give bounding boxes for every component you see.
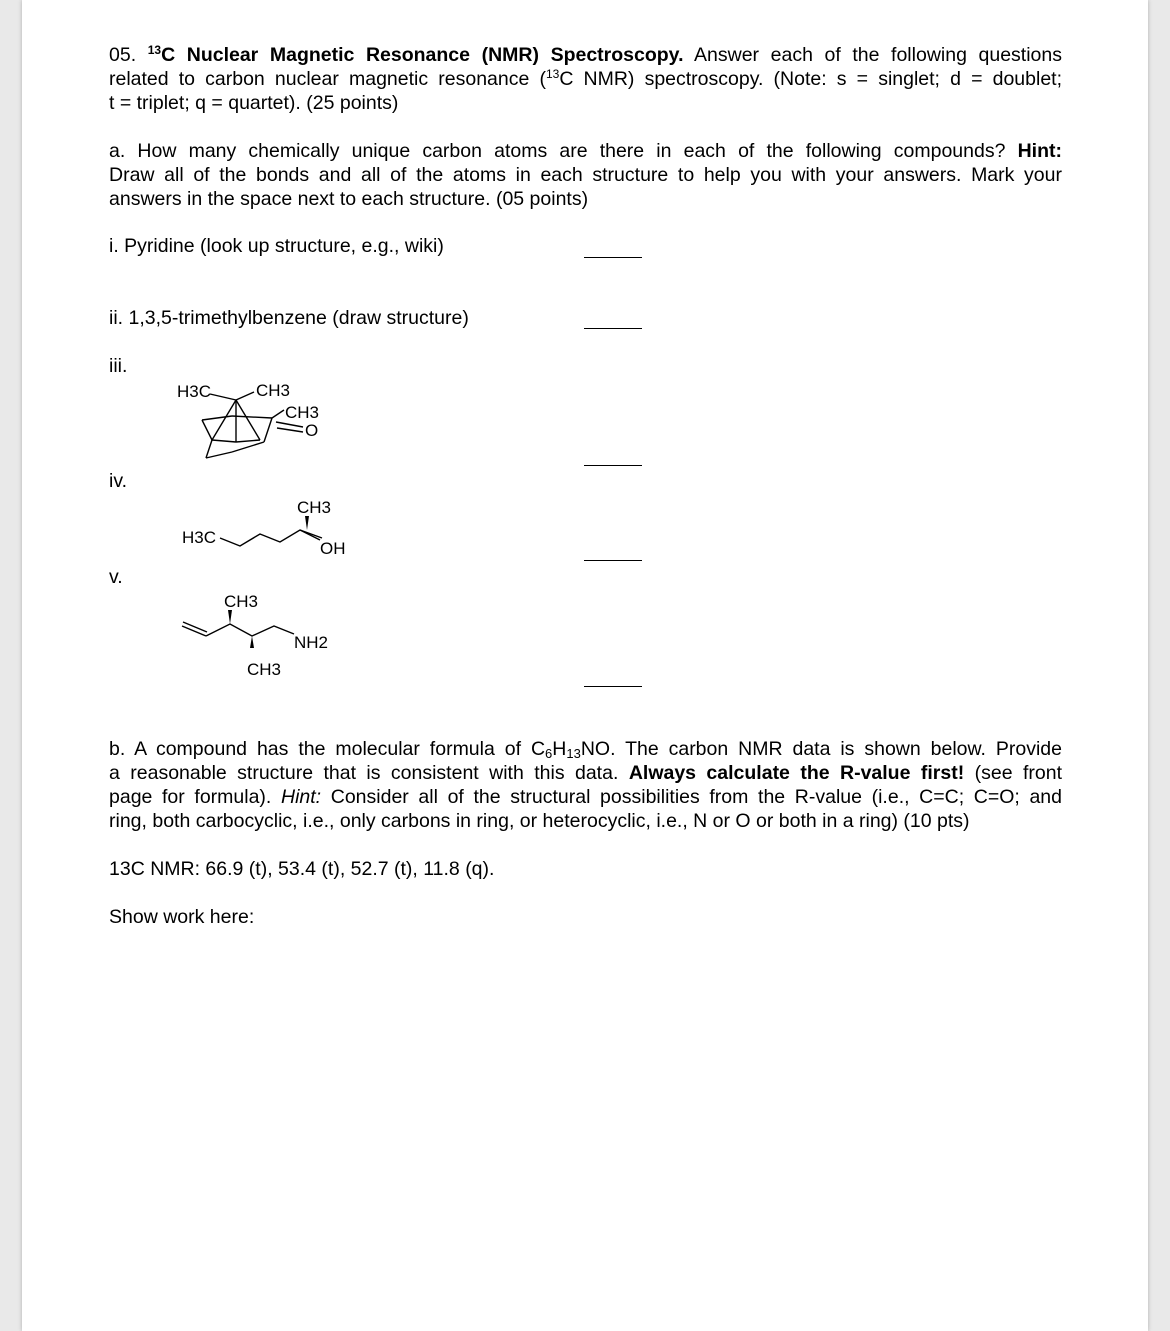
answer-blank-v[interactable] xyxy=(584,686,642,687)
structure-iii-camphor xyxy=(172,378,342,463)
iii-h3c-label: H3C xyxy=(177,382,212,401)
part-a-line-3: answers in the space next to each structure. (05 points) xyxy=(109,188,589,210)
answer-blank-ii[interactable] xyxy=(584,328,642,329)
item-iii-label: iii. xyxy=(109,355,128,377)
intro-line-1: Answer each of the following questions xyxy=(694,44,1062,66)
question-title-line xyxy=(109,43,1062,67)
v-nh2-label: NH2 xyxy=(294,633,329,652)
item-v-label: v. xyxy=(109,566,123,588)
answer-blank-i[interactable] xyxy=(584,257,642,258)
work-area[interactable] xyxy=(109,940,1062,1300)
part-b-line-2: a reasonable structure that is consistent with this data. Always calculate the R-value first! (see front xyxy=(109,762,1063,784)
part-b-line-1: b. A compound has the molecular formula of $C_6H_{13}NO$. The carbon NMR data is shown below. Provide xyxy=(109,738,1062,761)
iv-oh-label: OH xyxy=(320,539,346,558)
iii-ch3-mid-label: CH3 xyxy=(285,403,320,422)
iii-ch3-top-label: CH3 xyxy=(256,381,291,400)
intro-line-2: related to carbon nuclear magnetic resonance ($^{13}$C NMR) spectroscopy. (Note: s = singlet; d = doublet; xyxy=(109,67,1063,90)
item-iv-label: iv. xyxy=(109,470,128,492)
intro-line-3: t = triplet; q = quartet). (25 points) xyxy=(109,92,399,114)
answer-blank-iii[interactable] xyxy=(584,465,642,466)
part-b-line-4: ring, both carbocyclic, i.e., only carbons in ring, or heterocyclic, i.e., N or O or both in a ring) (10 pts) xyxy=(109,810,970,832)
part-a-line-2: Draw all of the bonds and all of the atoms in each structure to help you with your answers. Mark your xyxy=(109,164,1062,186)
question-title: C Nuclear Magnetic Resonance (NMR) Spectroscopy. xyxy=(161,44,684,66)
iv-ch3-label: CH3 xyxy=(297,498,332,517)
structure-iv-alcohol xyxy=(172,490,392,560)
item-i-label: i. Pyridine (look up structure, e.g., wiki) xyxy=(109,235,444,257)
part-a-line-1: a. How many chemically unique carbon atoms are there in each of the following compounds? Hint: xyxy=(109,140,1062,162)
v-ch3-top-label: CH3 xyxy=(224,592,259,611)
nmr-data: 13C NMR: 66.9 (t), 53.4 (t), 52.7 (t), 11.8 (q). xyxy=(109,858,495,880)
answer-blank-iv[interactable] xyxy=(584,560,642,561)
item-ii-label: ii. 1,3,5-trimethylbenzene (draw structure) xyxy=(109,307,469,329)
v-ch3-bottom-label: CH3 xyxy=(247,660,282,679)
part-b-line-3: page for formula). Hint: Consider all of the structural possibilities from the R-value (i.e., C=C; C=O; and xyxy=(109,786,1063,808)
question-number: 05. xyxy=(109,44,137,66)
worksheet-page xyxy=(22,0,1148,1331)
show-work-label: Show work here: xyxy=(109,906,255,928)
title-superscript: 13 xyxy=(147,43,162,57)
iii-oxygen-label: O xyxy=(305,421,319,440)
structure-v-amine xyxy=(172,588,372,683)
iv-h3c-label: H3C xyxy=(182,528,217,547)
